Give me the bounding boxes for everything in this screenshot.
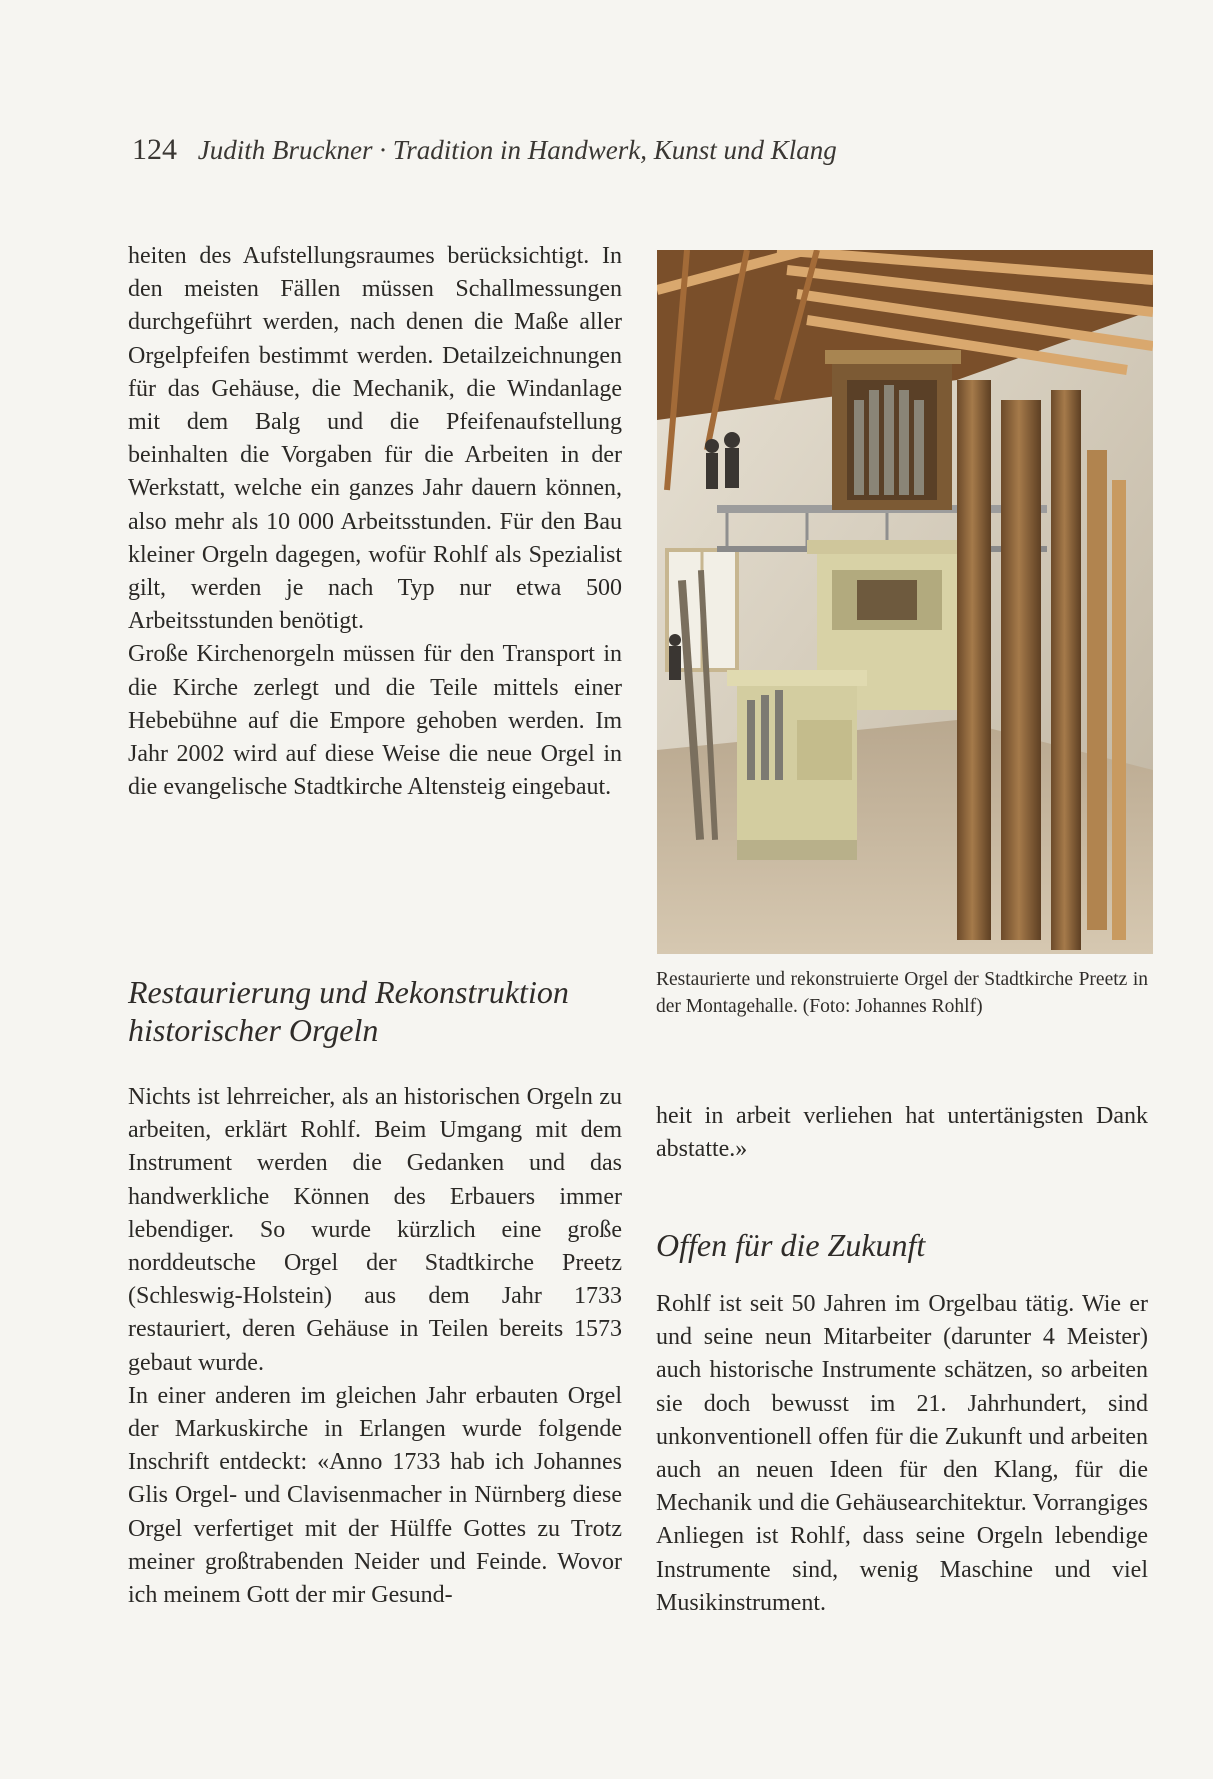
left-column-lower <box>128 1081 622 1612</box>
paragraph-zukunft: Rohlf ist seit 50 Jahren im Orgelbau tätig. Wie er und seine neun Mitarbeiter (darunter 4 Meister) auch historische Instrumente schätzen, so arbeiten sie doch bewusst im 21. Jahrhundert, sind unkonventionell offen für die Zukunft und arbeiten auch an neuen Ideen für den Klang, für die Mechanik und die Gehäusearchitektur. Vorrangiges Anliegen ist Rohlf, dass seine Orgeln lebendige Instrumente sind, wenig Maschine und viel Musikinstrument. <box>656 1291 1148 1616</box>
section-heading-zukunft: Offen für die Zukunft <box>656 1227 926 1263</box>
running-header <box>132 133 837 167</box>
left-column <box>128 240 622 804</box>
paragraph-1: heiten des Aufstellungsraumes berücksichtigt. In den meisten Fällen müssen Schallmessungen durchgeführt werden, nach denen die Maße aller Orgelpfeifen bestimmt werden. Detailzeichnungen für das Gehäuse, die Mechanik, die Windanlage mit dem Balg und die Pfeifenaufstellung beinhalten die Vorgaben für die Arbeiten in der Werkstatt, welche ein ganzes Jahr dauern können, also mehr als 10 000 Arbeitsstunden. Für den Bau kleiner Orgeln dagegen, wofür Rohlf als Spezialist gilt, werden je nach Typ nur etwa 500 Arbeitsstunden benötigt. <box>128 243 622 635</box>
right-column-continued <box>656 1100 1148 1166</box>
section-heading-restaurierung <box>128 973 622 1049</box>
paragraph-3: Nichts ist lehrreicher, als an historischen Orgeln zu arbeiten, erklärt Rohlf. Beim Umgang mit dem Instrument werden die Gedanken und das handwerkliche Können des Erbauers immer lebendiger. So wurde kürzlich eine große norddeutsche Orgel der Stadtkirche Preetz (Schleswig-Holstein) aus dem Jahr 1733 restauriert, deren Gehäuse in Teilen bereits 1573 gebaut wurde. <box>128 1084 622 1376</box>
heading-line-1: Restaurierung und Rekonstruktion <box>128 974 569 1010</box>
organ-photo <box>657 250 1153 954</box>
section-heading-zukunft-block <box>656 1226 1148 1264</box>
photo-caption: Restaurierte und rekonstruierte Orgel der Stadtkirche Preetz in der Montagehalle. (Foto: Johannes Rohlf) <box>656 969 1148 1017</box>
right-column-lower <box>656 1288 1148 1620</box>
page-number: 124 <box>132 133 177 166</box>
paragraph-2: Große Kirchenorgeln müssen für den Transport in die Kirche zerlegt und die Teile mittels einer Hebebühne auf die Empore gehoben werden. Im Jahr 2002 wird auf diese Weise die neue Orgel in die evangelische Stadtkirche Altensteig eingebaut. <box>128 641 622 801</box>
photo-caption-block <box>656 966 1148 1020</box>
heading-line-2: historischer Orgeln <box>128 1012 379 1048</box>
running-title: Judith Bruckner · Tradition in Handwerk, Kunst und Klang <box>197 135 837 165</box>
continued-paragraph: heit in arbeit verliehen hat untertänigsten Dank abstatte.» <box>656 1103 1148 1163</box>
paragraph-4: In einer anderen im gleichen Jahr erbauten Orgel der Markuskirche in Erlangen wurde folgende Inschrift entdeckt: «Anno 1733 hab ich Johannes Glis Orgel- und Clavisenmacher in Nürnberg diese Orgel verfertiget mit der Hülffe Gottes zu Trotz meiner großtrabenden Neider und Feinde. Wovor ich meinem Gott der mir Gesund- <box>128 1382 622 1609</box>
organ-photo-illustration <box>657 250 1153 954</box>
